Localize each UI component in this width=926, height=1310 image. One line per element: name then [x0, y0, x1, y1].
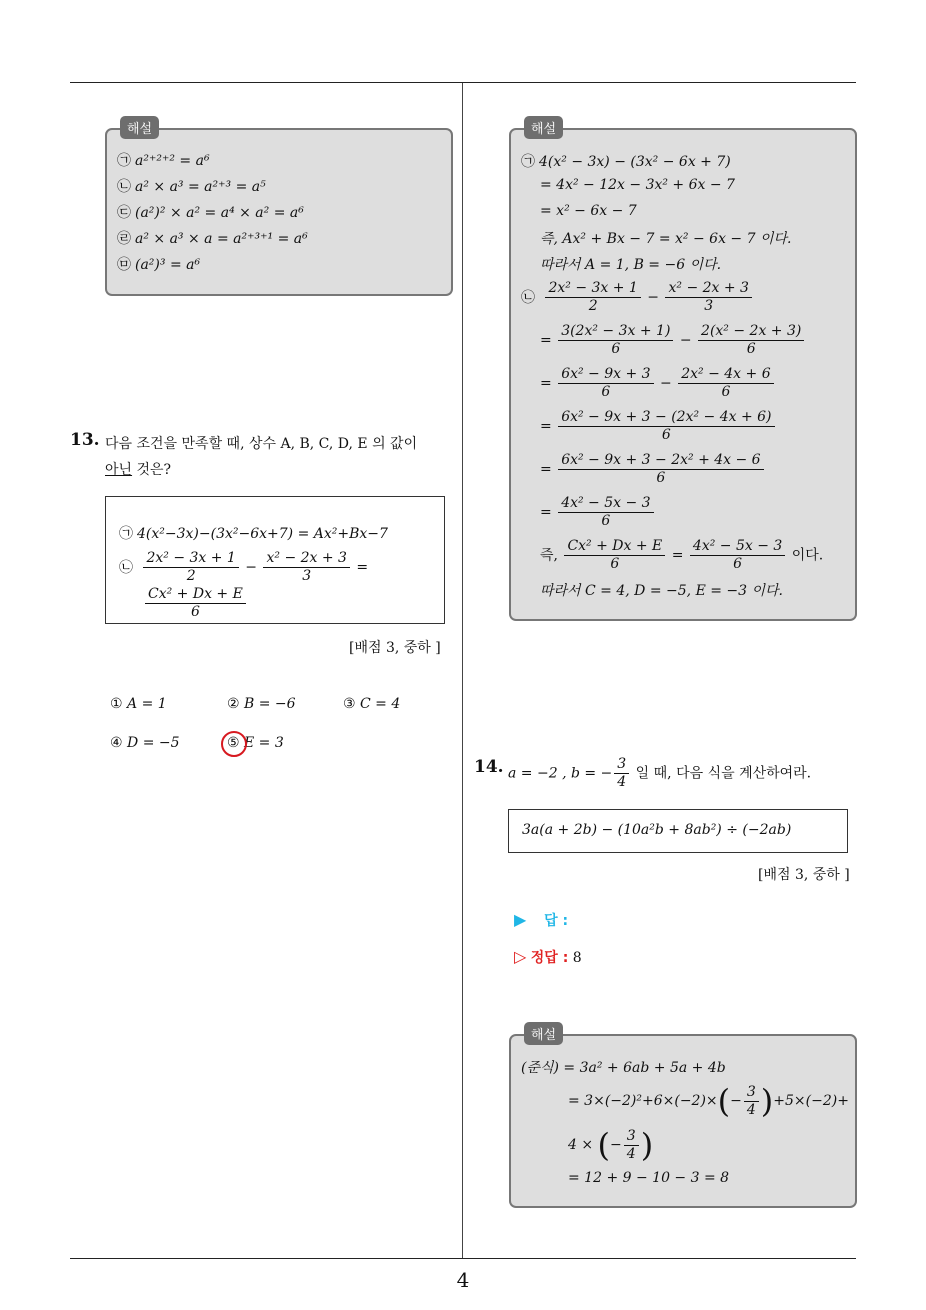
- q13-choice-4[interactable]: ④ D = −5: [110, 735, 180, 751]
- left-sol-line-2: ㉡ a² × a³ = a²⁺³ = a⁵: [117, 179, 266, 195]
- q13-condition-2: ㉡ $\frac{\text{2x² − 3x + 1}}{2}$ − $\frac{\text{x² − 2x + 3}}{3}$ =: [119, 550, 369, 584]
- q13-text-line2: 아닌 것은?: [105, 462, 172, 478]
- q13-condition-2-rhs: $\frac{\text{Cx² + Dx + E}}{6}$: [143, 586, 248, 621]
- top-rule: [70, 82, 856, 83]
- r1-line-1: ㉠ 4(x² − 3x) − (3x² − 6x + 7): [521, 154, 731, 170]
- q13-choice-2[interactable]: ② B = −6: [227, 696, 296, 712]
- q14-correct-value: 8: [572, 950, 582, 966]
- left-sol-line-5: ㉤ (a²)³ = a⁶: [117, 257, 201, 273]
- r1-line-2: = 4x² − 12x − 3x² + 6x − 7: [540, 177, 735, 193]
- q13-choice-3[interactable]: ③ C = 4: [343, 696, 401, 712]
- r2-line-1: (준식) = 3a² + 6ab + 5a + 4b: [521, 1060, 726, 1076]
- r1-line-7: = $\frac{\text{3(2x² − 3x + 1)}}{6}$ − $\frac{\text{2(x² − 2x + 3)}}{6}$: [540, 323, 806, 358]
- q13-condition-1: ㉠ 4(x²−3x)−(3x²−6x+7) = Ax²+Bx−7: [119, 526, 388, 542]
- r1-line-6: ㉡ $\frac{\text{2x² − 3x + 1}}{2}$ − $\frac{\text{x² − 2x + 3}}{3}$: [521, 280, 754, 315]
- r1-line-9: = $\frac{\text{6x² − 9x + 3 − (2x² − 4x + 6)}}{6}$: [540, 409, 777, 444]
- left-sol-line-3: ㉢ (a²)² × a² = a⁴ × a² = a⁶: [117, 205, 304, 221]
- left-solution-label: 해설: [120, 116, 159, 139]
- r2-line-3: 4 × (− $\frac{3}{4}$ ): [568, 1126, 654, 1164]
- r2-line-4: = 12 + 9 − 10 − 3 = 8: [568, 1170, 730, 1186]
- q13-choice-5[interactable]: ⑤ E = 3: [227, 735, 284, 751]
- r1-line-10: = $\frac{\text{6x² − 9x + 3 − 2x² + 4x − 6}}{6}$: [540, 452, 766, 487]
- r1-line-4: 즉, Ax² + Bx − 7 = x² − 6x − 7 이다.: [540, 231, 792, 247]
- q14-correct-row: ▷ 정답 : 8: [514, 947, 582, 966]
- q13-text-line1: 다음 조건을 만족할 때, 상수 A, B, C, D, E 의 값이: [105, 436, 418, 452]
- right-solution-2-label: 해설: [524, 1022, 563, 1045]
- r1-line-5: 따라서 A = 1, B = −6 이다.: [540, 257, 722, 273]
- filled-triangle-icon: ▶: [514, 910, 527, 929]
- q13-number: 13.: [70, 430, 100, 450]
- r1-line-12: 즉, $\frac{\text{Cx² + Dx + E}}{6}$ = $\frac{\text{4x² − 5x − 3}}{6}$ 이다.: [540, 538, 824, 572]
- right-solution-1-label: 해설: [524, 116, 563, 139]
- r1-line-11: = $\frac{\text{4x² − 5x − 3}}{6}$: [540, 495, 656, 530]
- column-divider: [462, 83, 463, 1259]
- page-number: 4: [456, 1268, 470, 1292]
- left-sol-line-1: ㉠ a²⁺²⁺² = a⁶: [117, 153, 210, 169]
- q14-number: 14.: [474, 757, 504, 777]
- bottom-rule: [70, 1258, 856, 1259]
- left-sol-line-4: ㉣ a² × a³ × a = a²⁺³⁺¹ = a⁶: [117, 231, 308, 247]
- selected-answer-circle-icon: [221, 731, 247, 757]
- r1-line-3: = x² − 6x − 7: [540, 203, 637, 219]
- q14-meta: [배점 3, 중하 ]: [758, 867, 850, 883]
- q14-expression: 3a(a + 2b) − (10a²b + 8ab²) ÷ (−2ab): [522, 822, 792, 838]
- r1-line-8: = $\frac{\text{6x² − 9x + 3}}{6}$ − $\frac{\text{2x² − 4x + 6}}{6}$: [540, 366, 776, 401]
- r1-line-13: 따라서 C = 4, D = −5, E = −3 이다.: [540, 583, 784, 599]
- r2-line-2: = 3×(−2)²+6×(−2)×(− $\frac{3}{4}$ )+5×(−2)+: [568, 1082, 849, 1120]
- q14-answer-row[interactable]: ▶ 답 :: [514, 910, 569, 929]
- outline-triangle-icon: ▷: [514, 947, 527, 966]
- q13-choice-1[interactable]: ① A = 1: [110, 696, 167, 712]
- q14-text: a = −2 , b = − $\frac{3}{4}$ 일 때, 다음 식을 계산하여라.: [508, 756, 812, 790]
- q13-meta: [배점 3, 중하 ]: [349, 640, 441, 656]
